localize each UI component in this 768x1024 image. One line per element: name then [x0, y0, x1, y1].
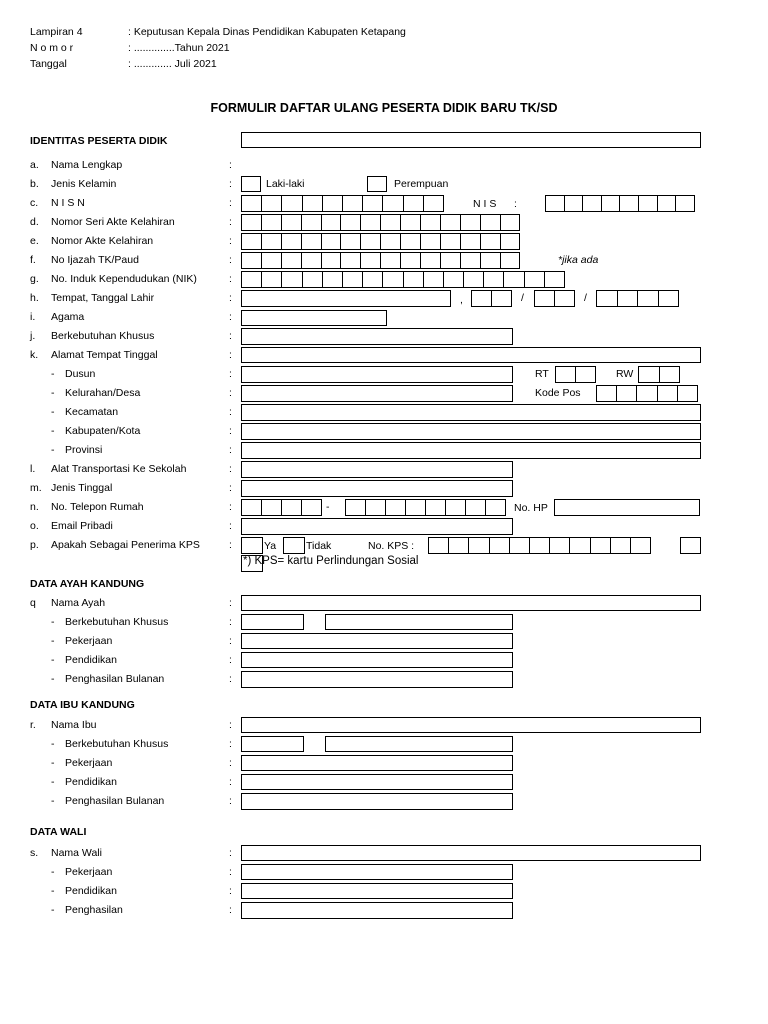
identitas-row-label: Berkebutuhan Khusus [51, 330, 155, 342]
identitas-row-colon: : [229, 159, 232, 171]
input-cell[interactable] [360, 233, 381, 250]
input-cell[interactable] [403, 195, 424, 212]
identitas-row-colon: : [229, 349, 232, 361]
telepon-number-cells[interactable] [345, 499, 505, 516]
input-cell[interactable] [480, 252, 501, 269]
identitas-row-letter: g. [30, 273, 39, 285]
laki-laki-label: Laki-laki [266, 178, 305, 190]
input-cell[interactable] [460, 214, 481, 231]
wali-row-label: Pekerjaan [65, 866, 113, 878]
ibu-berkebutuhan-khusus-field[interactable] [241, 736, 304, 752]
kode-pos-label: Kode Pos [535, 387, 581, 399]
input-cell[interactable] [500, 252, 521, 269]
input-cell[interactable] [261, 214, 282, 231]
ayah-row-dash: - [51, 616, 55, 628]
section-ayah: DATA AYAH KANDUNG [30, 578, 145, 590]
identitas-row-label: Nomor Akte Kelahiran [51, 235, 154, 247]
identitas-row-label: No Ijazah TK/Paud [51, 254, 139, 266]
input-cell[interactable] [601, 195, 621, 212]
identitas-header-field[interactable] [241, 132, 701, 148]
identitas-row-letter: l. [30, 463, 36, 475]
input-cell[interactable] [590, 537, 611, 554]
identitas-row-label: Jenis Tinggal [51, 482, 113, 494]
identitas-row-colon: : [229, 254, 232, 266]
input-cell[interactable] [616, 385, 637, 402]
ayah-row-colon: : [229, 673, 232, 685]
ayah-berkebutuhan-khusus-detail-field[interactable] [325, 614, 513, 630]
input-cell[interactable] [638, 366, 660, 383]
input-cell[interactable] [554, 290, 575, 307]
tanggal-label: Tanggal [30, 58, 67, 70]
input-cell[interactable] [448, 537, 469, 554]
identitas-row-label: Provinsi [65, 444, 103, 456]
ibu-pendidikan-field[interactable] [241, 774, 513, 790]
form-title: FORMULIR DAFTAR ULANG PESERTA DIDIK BARU TK/SD [210, 101, 558, 115]
input-cell[interactable] [555, 366, 576, 383]
ibu-row-dash: - [51, 776, 55, 788]
wali-row-colon: : [229, 847, 232, 859]
input-cell[interactable] [261, 195, 282, 212]
input-cell[interactable] [261, 233, 282, 250]
kps-ya-label: Ya [264, 540, 277, 552]
rw-cells[interactable] [638, 366, 679, 383]
input-cell[interactable] [365, 499, 386, 516]
slash-sep-1: / [521, 292, 524, 304]
identitas-row-letter: b. [30, 178, 39, 190]
section-identitas: IDENTITAS PESERTA DIDIK [30, 135, 168, 147]
identitas-row-label: N I S N [51, 197, 85, 209]
kelurahan-field[interactable] [241, 385, 513, 402]
input-cell[interactable] [440, 252, 461, 269]
input-cell[interactable] [440, 214, 461, 231]
input-cell[interactable] [301, 233, 322, 250]
nomor-value: : ..............Tahun 2021 [128, 42, 230, 54]
ibu-row-colon: : [229, 719, 232, 731]
identitas-row-colon: : [229, 501, 232, 513]
ibu-penghasilan-field[interactable] [241, 793, 513, 810]
input-cell[interactable] [657, 195, 677, 212]
identitas-row-label: Apakah Sebagai Penerima KPS [51, 539, 200, 551]
input-cell[interactable] [241, 233, 262, 250]
ayah-row-label: Nama Ayah [51, 597, 106, 609]
input-cell[interactable] [544, 271, 565, 288]
input-cell[interactable] [509, 537, 530, 554]
input-cell[interactable] [480, 214, 501, 231]
section-wali: DATA WALI [30, 826, 87, 838]
input-cell[interactable] [321, 214, 342, 231]
tahun-cells[interactable] [596, 290, 678, 307]
input-cell[interactable] [241, 214, 262, 231]
input-cell[interactable] [281, 271, 302, 288]
kps-note: *) KPS= kartu Perlindungan Sosial [243, 555, 419, 567]
identitas-row-colon: : [229, 444, 232, 456]
identitas-row-label: Jenis Kelamin [51, 178, 117, 190]
input-cell[interactable] [301, 499, 322, 516]
input-cell[interactable] [362, 271, 383, 288]
identitas-row-label: Kelurahan/Desa [65, 387, 141, 399]
identitas-row-label: Nomor Seri Akte Kelahiran [51, 216, 175, 228]
identitas-row-colon: : [229, 273, 232, 285]
input-cell[interactable] [420, 233, 441, 250]
tempat-lahir-field[interactable] [241, 290, 451, 307]
identitas-row-colon: : [229, 330, 232, 342]
identitas-row-colon: : [229, 235, 232, 247]
input-cell[interactable] [503, 271, 524, 288]
input-cell[interactable] [321, 233, 342, 250]
ayah-row-label: Pendidikan [65, 654, 117, 666]
bulan-cells[interactable] [534, 290, 574, 307]
identitas-row-letter: f. [30, 254, 36, 266]
input-cell[interactable] [545, 195, 565, 212]
input-cell[interactable] [362, 195, 383, 212]
ibu-row-label: Pekerjaan [65, 757, 113, 769]
rt-label: RT [535, 368, 549, 380]
input-cell[interactable] [382, 195, 403, 212]
ibu-pekerjaan-field[interactable] [241, 755, 513, 771]
identitas-row-label: Tempat, Tanggal Lahir [51, 292, 155, 304]
identitas-row-dash: - [51, 444, 55, 456]
ibu-row-label: Penghasilan Bulanan [65, 795, 165, 807]
input-cell[interactable] [480, 233, 501, 250]
no-kps-cells[interactable] [428, 537, 650, 554]
input-cell[interactable] [549, 537, 570, 554]
input-cell[interactable] [403, 271, 424, 288]
identitas-row-letter: e. [30, 235, 39, 247]
input-cell[interactable] [420, 252, 441, 269]
input-cell[interactable] [483, 271, 504, 288]
identitas-row-colon: : [229, 387, 232, 399]
wali-penghasilan-field[interactable] [241, 902, 513, 919]
input-cell[interactable] [423, 195, 444, 212]
input-cell[interactable] [281, 252, 302, 269]
input-cell[interactable] [342, 271, 363, 288]
identitas-row-letter: j. [30, 330, 36, 342]
identitas-row-letter: p. [30, 539, 39, 551]
ijazah-cells[interactable] [241, 252, 519, 269]
wali-row-dash: - [51, 866, 55, 878]
input-cell[interactable] [405, 499, 426, 516]
identitas-row-label: Nama Lengkap [51, 159, 123, 171]
input-cell[interactable] [582, 195, 602, 212]
input-cell[interactable] [385, 499, 406, 516]
ibu-row-dash: - [51, 738, 55, 750]
input-cell[interactable] [428, 537, 449, 554]
input-cell[interactable] [241, 195, 262, 212]
identitas-row-colon: : [229, 197, 232, 209]
transportasi-field[interactable] [241, 461, 513, 478]
input-cell[interactable] [241, 252, 262, 269]
lampiran-value: : Keputusan Kepala Dinas Pendidikan Kabupaten Ketapang [128, 26, 406, 38]
identitas-row-dash: - [51, 406, 55, 418]
input-cell[interactable] [380, 252, 401, 269]
input-cell[interactable] [322, 195, 343, 212]
wali-row-colon: : [229, 904, 232, 916]
identitas-row-dash: - [51, 425, 55, 437]
nis-cells[interactable] [545, 195, 694, 212]
input-cell[interactable] [638, 195, 658, 212]
alamat-field[interactable] [241, 347, 701, 363]
identitas-row-dash: - [51, 368, 55, 380]
ayah-row-colon: : [229, 654, 232, 666]
input-cell[interactable] [322, 271, 343, 288]
input-cell[interactable] [382, 271, 403, 288]
input-cell[interactable] [610, 537, 631, 554]
ibu-row-colon: : [229, 776, 232, 788]
ibu-row-dash: - [51, 795, 55, 807]
identitas-row-letter: h. [30, 292, 39, 304]
nisn-cells[interactable] [241, 195, 443, 212]
ayah-row-colon: : [229, 597, 232, 609]
kps-extra-cell[interactable] [680, 537, 701, 554]
input-cell[interactable] [342, 195, 363, 212]
identitas-row-label: No. Induk Kependudukan (NIK) [51, 273, 197, 285]
input-cell[interactable] [443, 271, 464, 288]
rw-label: RW [616, 368, 634, 380]
input-cell[interactable] [596, 290, 618, 307]
identitas-row-colon: : [229, 425, 232, 437]
input-cell[interactable] [360, 214, 381, 231]
input-cell[interactable] [657, 385, 678, 402]
ayah-penghasilan-field[interactable] [241, 671, 513, 688]
identitas-row-letter: k. [30, 349, 39, 361]
input-cell[interactable] [321, 252, 342, 269]
seri-akte-cells[interactable] [241, 214, 519, 231]
lampiran-label: Lampiran 4 [30, 26, 83, 38]
wali-row-colon: : [229, 866, 232, 878]
wali-row-label: Pendidikan [65, 885, 117, 897]
no-hp-label: No. HP [514, 502, 548, 514]
ayah-row-colon: : [229, 635, 232, 647]
nis-colon: : [514, 198, 517, 210]
ibu-row-colon: : [229, 757, 232, 769]
input-cell[interactable] [471, 290, 492, 307]
perempuan-label: Perempuan [394, 178, 449, 190]
input-cell[interactable] [380, 233, 401, 250]
ibu-row-label: Nama Ibu [51, 719, 97, 731]
ayah-row-colon: : [229, 616, 232, 628]
wali-row-dash: - [51, 904, 55, 916]
input-cell[interactable] [468, 537, 489, 554]
input-cell[interactable] [596, 385, 617, 402]
email-field[interactable] [241, 518, 513, 535]
section-ibu: DATA IBU KANDUNG [30, 699, 135, 711]
input-cell[interactable] [380, 214, 401, 231]
nik-cells[interactable] [241, 271, 564, 288]
input-cell[interactable] [261, 499, 282, 516]
input-cell[interactable] [617, 290, 639, 307]
input-cell[interactable] [564, 195, 584, 212]
ibu-berkebutuhan-khusus-detail-field[interactable] [325, 736, 513, 752]
identitas-row-label: Agama [51, 311, 85, 323]
identitas-row-letter: a. [30, 159, 39, 171]
wali-pekerjaan-field[interactable] [241, 864, 513, 880]
identitas-row-letter: m. [30, 482, 42, 494]
input-cell[interactable] [400, 233, 421, 250]
input-cell[interactable] [500, 233, 521, 250]
input-cell[interactable] [425, 499, 446, 516]
tanggal-cells[interactable] [471, 290, 511, 307]
input-cell[interactable] [281, 233, 302, 250]
ayah-row-letter: q [30, 597, 36, 609]
input-cell[interactable] [302, 271, 323, 288]
input-cell[interactable] [659, 366, 681, 383]
rt-cells[interactable] [555, 366, 595, 383]
input-cell[interactable] [675, 195, 695, 212]
identitas-row-label: Kecamatan [65, 406, 119, 418]
ibu-row-colon: : [229, 738, 232, 750]
identitas-row-colon: : [229, 406, 232, 418]
identitas-row-label: Alamat Tempat Tinggal [51, 349, 158, 361]
nama-ayah-field[interactable] [241, 595, 701, 611]
telepon-dash: - [326, 501, 330, 513]
input-cell[interactable] [489, 537, 510, 554]
input-cell[interactable] [440, 233, 461, 250]
input-cell[interactable] [465, 499, 486, 516]
input-cell[interactable] [400, 214, 421, 231]
kode-pos-cells[interactable] [596, 385, 697, 402]
wali-row-letter: s. [30, 847, 39, 859]
comma-sep: , [460, 294, 463, 306]
identitas-row-dash: - [51, 387, 55, 399]
identitas-row-letter: o. [30, 520, 39, 532]
input-cell[interactable] [301, 214, 322, 231]
dusun-field[interactable] [241, 366, 513, 383]
identitas-row-label: No. Telepon Rumah [51, 501, 144, 513]
input-cell[interactable] [491, 290, 512, 307]
identitas-row-colon: : [229, 178, 232, 190]
input-cell[interactable] [241, 271, 262, 288]
wali-row-label: Penghasilan [65, 904, 123, 916]
wali-row-label: Nama Wali [51, 847, 102, 859]
identitas-row-colon: : [229, 216, 232, 228]
no-hp-field[interactable] [554, 499, 700, 516]
ayah-row-dash: - [51, 635, 55, 647]
agama-field[interactable] [241, 310, 387, 326]
input-cell[interactable] [677, 385, 698, 402]
input-cell[interactable] [420, 214, 441, 231]
ayah-pekerjaan-field[interactable] [241, 633, 513, 649]
kps-tidak-label: Tidak [306, 540, 332, 552]
wali-pendidikan-field[interactable] [241, 883, 513, 899]
jenis-tinggal-field[interactable] [241, 480, 513, 497]
identitas-row-colon: : [229, 539, 232, 551]
input-cell[interactable] [658, 290, 680, 307]
input-cell[interactable] [569, 537, 590, 554]
input-cell[interactable] [340, 214, 361, 231]
ayah-row-label: Penghasilan Bulanan [65, 673, 165, 685]
telepon-area-cells[interactable] [241, 499, 321, 516]
input-cell[interactable] [281, 499, 302, 516]
input-cell[interactable] [500, 214, 521, 231]
input-cell[interactable] [261, 271, 282, 288]
input-cell[interactable] [400, 252, 421, 269]
identitas-row-letter: c. [30, 197, 39, 209]
ayah-row-dash: - [51, 673, 55, 685]
input-cell[interactable] [340, 252, 361, 269]
input-cell[interactable] [636, 385, 657, 402]
input-cell[interactable] [529, 537, 550, 554]
input-cell[interactable] [463, 271, 484, 288]
ayah-row-label: Pekerjaan [65, 635, 113, 647]
slash-sep-2: / [584, 292, 587, 304]
input-cell[interactable] [360, 252, 381, 269]
kps-ya-checkbox[interactable] [241, 537, 263, 554]
ibu-row-dash: - [51, 757, 55, 769]
wali-row-dash: - [51, 885, 55, 897]
nis-label: N I S [473, 198, 497, 210]
input-cell[interactable] [345, 499, 366, 516]
input-cell[interactable] [575, 366, 596, 383]
ayah-berkebutuhan-khusus-field[interactable] [241, 614, 304, 630]
jika-ada-note: *jika ada [558, 254, 599, 266]
input-cell[interactable] [281, 214, 302, 231]
input-cell[interactable] [460, 233, 481, 250]
input-cell[interactable] [619, 195, 639, 212]
identitas-row-colon: : [229, 482, 232, 494]
nama-ibu-field[interactable] [241, 717, 701, 733]
perempuan-checkbox[interactable] [367, 176, 387, 192]
identitas-row-colon: : [229, 520, 232, 532]
input-cell[interactable] [524, 271, 545, 288]
identitas-row-label: Alat Transportasi Ke Sekolah [51, 463, 187, 475]
laki-laki-checkbox[interactable] [241, 176, 261, 192]
input-cell[interactable] [302, 195, 323, 212]
no-kps-label: No. KPS : [368, 540, 415, 552]
input-cell[interactable] [340, 233, 361, 250]
identitas-row-letter: d. [30, 216, 39, 228]
identitas-row-colon: : [229, 311, 232, 323]
input-cell[interactable] [485, 499, 506, 516]
identitas-row-colon: : [229, 292, 232, 304]
input-cell[interactable] [423, 271, 444, 288]
wali-row-colon: : [229, 885, 232, 897]
input-cell[interactable] [637, 290, 659, 307]
identitas-row-letter: n. [30, 501, 39, 513]
input-cell[interactable] [460, 252, 481, 269]
ayah-row-dash: - [51, 654, 55, 666]
identitas-row-label: Kabupaten/Kota [65, 425, 141, 437]
identitas-row-colon: : [229, 368, 232, 380]
provinsi-field[interactable] [241, 442, 701, 459]
nomor-akte-cells[interactable] [241, 233, 519, 250]
ayah-row-label: Berkebutuhan Khusus [65, 616, 169, 628]
nama-wali-field[interactable] [241, 845, 701, 861]
input-cell[interactable] [241, 499, 262, 516]
input-cell[interactable] [301, 252, 322, 269]
input-cell[interactable] [445, 499, 466, 516]
ibu-row-label: Berkebutuhan Khusus [65, 738, 169, 750]
nomor-label: N o m o r [30, 42, 74, 54]
input-cell[interactable] [261, 252, 282, 269]
kps-tidak-checkbox[interactable] [283, 537, 305, 554]
kecamatan-field[interactable] [241, 404, 701, 421]
identitas-row-label: Email Pribadi [51, 520, 113, 532]
input-cell[interactable] [630, 537, 651, 554]
identitas-row-label: Dusun [65, 368, 96, 380]
identitas-row-letter: i. [30, 311, 36, 323]
identitas-row-colon: : [229, 463, 232, 475]
tanggal-value: : ............. Juli 2021 [128, 58, 217, 70]
ayah-pendidikan-field[interactable] [241, 652, 513, 668]
input-cell[interactable] [281, 195, 302, 212]
input-cell[interactable] [534, 290, 555, 307]
ibu-row-label: Pendidikan [65, 776, 117, 788]
berkebutuhan-khusus-field[interactable] [241, 328, 513, 345]
ibu-row-colon: : [229, 795, 232, 807]
kabupaten-field[interactable] [241, 423, 701, 440]
ibu-row-letter: r. [30, 719, 36, 731]
